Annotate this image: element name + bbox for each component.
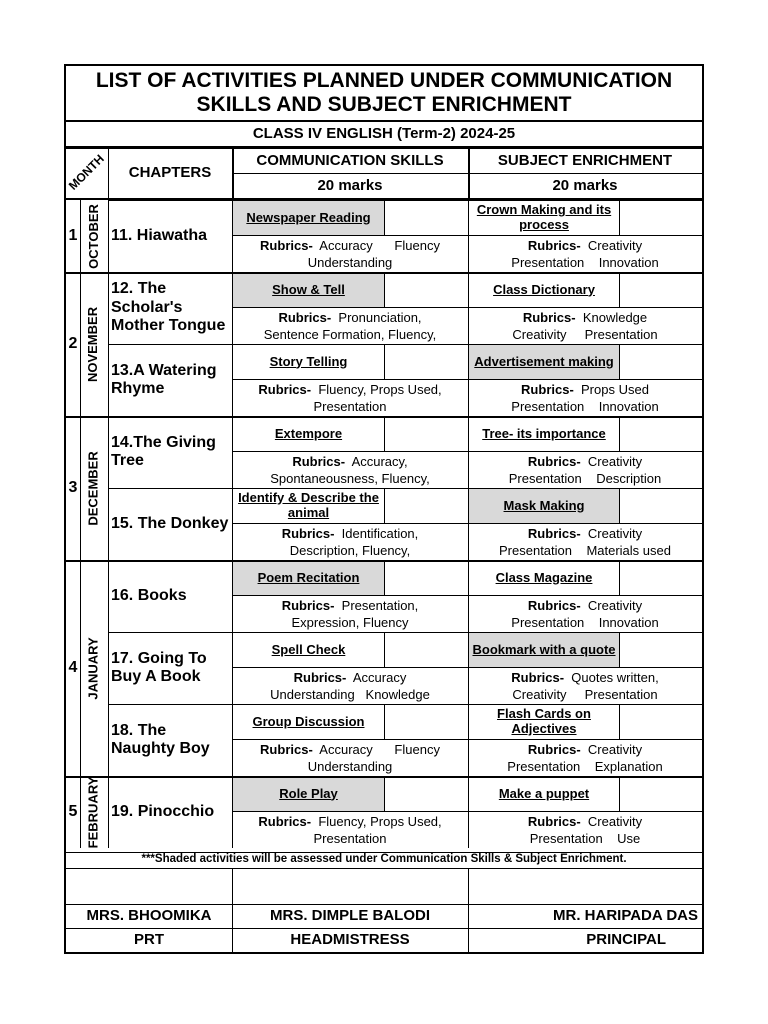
comm-rubrics-criteria: Pronunciation,: [338, 310, 422, 325]
rubrics-label: Rubrics-: [260, 742, 313, 757]
subj-activity: Class Dictionary: [493, 281, 595, 297]
subj-rubrics-criteria: Creativity: [587, 526, 643, 541]
comm-activity: Poem Recitation: [233, 561, 384, 595]
comm-rubrics-criteria: Accuracy Fluency: [319, 238, 440, 253]
rubrics-label: Rubrics-: [281, 526, 335, 541]
month-number: 5: [68, 802, 78, 820]
chapter-title: 18. The Naughty Boy: [111, 721, 210, 757]
chapter-title: 11. Hiawatha: [111, 226, 208, 244]
subj-activity: Tree- its importance: [482, 425, 606, 441]
month-name-cell: [80, 272, 108, 416]
comm-activity: Story Telling: [269, 353, 348, 369]
comm-rubrics-line-1: [260, 237, 440, 254]
subj-rubrics-criteria: Quotes written,: [571, 670, 659, 685]
subj-rubrics-line-2: Presentation Description: [508, 471, 662, 486]
subj-rubrics-criteria: Creativity: [587, 238, 643, 253]
subj-rubrics-criteria: Creativity: [587, 742, 643, 757]
month-number: 2: [68, 334, 78, 352]
subj-activity: Bookmark with a quote: [469, 633, 619, 667]
comm-activity: Identify & Describe the animal: [238, 490, 379, 520]
subj-rubrics-line-1: [511, 669, 658, 686]
comm-rubrics: [232, 740, 468, 776]
comm-rubrics: [232, 452, 468, 488]
page-title: [66, 66, 702, 122]
subj-rubrics: [468, 524, 702, 560]
comm-activity: Show & Tell: [233, 273, 384, 307]
month-name-cell: [80, 776, 108, 848]
subj-rubrics-line-2: Presentation Innovation: [511, 615, 659, 630]
rubrics-label: Rubrics-: [278, 310, 332, 325]
subj-rubrics-line-1: [523, 309, 647, 326]
subj-activity: Advertisement making: [469, 345, 619, 379]
chapters-header: CHAPTERS: [128, 164, 212, 182]
comm-activity: Spell Check: [271, 641, 346, 657]
subj-activity: Make a puppet: [498, 785, 590, 801]
signatory-3-role: PRINCIPAL: [586, 931, 666, 949]
chapter-title: 15. The Donkey: [111, 514, 229, 532]
comm-rubrics-line-2: Understanding Knowledge: [270, 687, 430, 702]
subj-rubrics-line-2: Presentation Materials used: [499, 543, 671, 558]
comm-rubrics: [232, 812, 468, 848]
chapter-title: 12. The Scholar's Mother Tongue: [111, 280, 226, 335]
rubrics-label: Rubrics-: [260, 238, 313, 253]
signatory-2-role: HEADMISTRESS: [290, 931, 410, 949]
rubrics-label: Rubrics-: [527, 238, 581, 253]
rubrics-label: Rubrics-: [521, 382, 574, 397]
comm-rubrics: [232, 308, 468, 344]
comm-rubrics: [232, 380, 468, 416]
subj-activity: Flash Cards on Adjectives: [497, 706, 591, 736]
subj-rubrics-line-2: Presentation Innovation: [511, 255, 659, 270]
rubrics-label: Rubrics-: [527, 454, 581, 469]
comm-marks: 20 marks: [317, 176, 383, 194]
subj-rubrics: [468, 452, 702, 488]
subj-activity: Mask Making: [469, 489, 619, 523]
title-line-2: SKILLS AND SUBJECT ENRICHMENT: [196, 93, 572, 116]
month-name: OCTOBER: [85, 203, 101, 269]
subj-enrichment-header: SUBJECT ENRICHMENT: [497, 151, 673, 169]
rubrics-label: Rubrics-: [281, 598, 335, 613]
subj-rubrics-line-1: [528, 741, 642, 758]
comm-rubrics-criteria: Accuracy: [352, 670, 407, 685]
subj-rubrics-line-1: [528, 597, 642, 614]
comm-rubrics-line-1: [294, 669, 407, 686]
comm-rubrics-line-2: Description, Fluency,: [289, 543, 411, 558]
month-name-cell: [80, 200, 108, 272]
month-header-cell: [66, 148, 108, 198]
subj-rubrics-criteria: Creativity: [587, 454, 643, 469]
comm-rubrics-line-2: Understanding: [307, 255, 393, 270]
chapter-title: 16. Books: [111, 586, 187, 604]
signatory-3-name: MR. HARIPADA DAS: [553, 907, 698, 925]
subj-rubrics: [468, 308, 702, 344]
comm-rubrics-criteria: Accuracy,: [351, 454, 408, 469]
month-number: 1: [68, 226, 78, 244]
chapter-title: 13.A Watering Rhyme: [111, 361, 217, 397]
signatory-2-name: MRS. DIMPLE BALODI: [270, 907, 430, 925]
chapter-title: 17. Going To Buy A Book: [111, 649, 207, 685]
subj-rubrics-criteria: Creativity: [587, 814, 643, 829]
subj-activity: Class Magazine: [495, 569, 593, 585]
subj-rubrics-line-2: Creativity Presentation: [512, 687, 658, 702]
comm-skills-header: COMMUNICATION SKILLS: [256, 151, 444, 169]
rubrics-label: Rubrics-: [258, 382, 312, 397]
month-name: DECEMBER: [85, 450, 101, 526]
subj-activity: Crown Making and its process: [476, 202, 612, 232]
comm-activity: Group Discussion: [252, 713, 365, 729]
rubrics-label: Rubrics-: [527, 814, 581, 829]
comm-rubrics-line-2: Sentence Formation, Fluency,: [263, 327, 437, 342]
subj-rubrics-criteria: Props Used: [581, 382, 649, 397]
comm-rubrics-line-2: Presentation: [313, 399, 387, 414]
subj-rubrics: [468, 740, 702, 776]
comm-rubrics-criteria: Fluency, Props Used,: [318, 814, 442, 829]
comm-rubrics-line-1: [292, 453, 407, 470]
month-number: 3: [68, 478, 78, 496]
comm-rubrics-line-2: Understanding: [307, 759, 393, 774]
subj-rubrics-line-1: [528, 525, 642, 542]
rubrics-label: Rubrics-: [522, 310, 576, 325]
month-name-cell: [80, 560, 108, 776]
month-name: NOVEMBER: [85, 306, 101, 382]
comm-rubrics-line-1: [258, 381, 441, 398]
comm-rubrics-line-1: [282, 597, 419, 614]
rubrics-label: Rubrics-: [527, 526, 581, 541]
month-header: MONTH: [65, 151, 107, 193]
subj-rubrics-line-2: Creativity Presentation: [512, 327, 658, 342]
subj-rubrics: [468, 380, 702, 416]
comm-rubrics-line-2: Spontaneousness, Fluency,: [270, 471, 430, 486]
rubrics-label: Rubrics-: [527, 742, 581, 757]
comm-rubrics-line-1: [282, 525, 419, 542]
comm-activity: Newspaper Reading: [233, 201, 384, 235]
comm-rubrics: [232, 524, 468, 560]
chapter-title: 14.The Giving Tree: [111, 433, 216, 469]
comm-rubrics-line-1: [260, 741, 440, 758]
comm-rubrics-line-1: [278, 309, 421, 326]
month-name: FEBRUARY: [85, 776, 101, 848]
month-name-cell: [80, 416, 108, 560]
subj-rubrics-line-1: [528, 237, 642, 254]
comm-rubrics: [232, 596, 468, 632]
subj-marks: 20 marks: [552, 176, 618, 194]
rubrics-label: Rubrics-: [527, 598, 581, 613]
comm-rubrics-criteria: Identification,: [341, 526, 419, 541]
comm-rubrics-line-1: [258, 813, 441, 830]
comm-rubrics-criteria: Fluency, Props Used,: [318, 382, 442, 397]
rubrics-label: Rubrics-: [258, 814, 312, 829]
subj-rubrics: [468, 668, 702, 704]
subj-rubrics: [468, 596, 702, 632]
activity-sheet: [64, 64, 704, 954]
subj-rubrics: [468, 236, 702, 272]
rubrics-label: Rubrics-: [292, 454, 346, 469]
comm-rubrics-line-2: Expression, Fluency: [291, 615, 409, 630]
subj-rubrics-criteria: Knowledge: [582, 310, 648, 325]
comm-rubrics-criteria: Accuracy Fluency: [319, 742, 440, 757]
comm-activity: Extempore: [274, 425, 343, 441]
subj-rubrics-line-2: Presentation Explanation: [507, 759, 663, 774]
subj-rubrics-line-1: [528, 453, 642, 470]
rubrics-label: Rubrics-: [293, 670, 347, 685]
comm-rubrics-criteria: Presentation,: [341, 598, 419, 613]
shading-note: ***Shaded activities will be assessed under Communication Skills & Subject Enrichment.: [141, 853, 627, 866]
rubrics-label: Rubrics-: [511, 670, 565, 685]
comm-rubrics: [232, 668, 468, 704]
subj-rubrics-line-2: Presentation Innovation: [511, 399, 659, 414]
month-number: 4: [68, 658, 78, 676]
subj-rubrics: [468, 812, 702, 848]
subj-rubrics-line-1: [528, 813, 642, 830]
month-name: JANUARY: [85, 636, 101, 700]
chapter-title: 19. Pinocchio: [111, 802, 215, 820]
subj-rubrics-criteria: Creativity: [587, 598, 643, 613]
comm-activity: Role Play: [233, 777, 384, 811]
comm-rubrics-line-2: Presentation: [313, 831, 387, 846]
signatory-1-name: MRS. BHOOMIKA: [86, 907, 212, 925]
subj-rubrics-line-2: Presentation Use: [529, 831, 641, 846]
class-subtitle: CLASS IV ENGLISH (Term-2) 2024-25: [66, 122, 702, 148]
comm-rubrics: [232, 236, 468, 272]
signatory-1-role: PRT: [134, 931, 164, 949]
title-line-1: LIST OF ACTIVITIES PLANNED UNDER COMMUNICATION: [95, 68, 673, 92]
subj-rubrics-line-1: [521, 381, 649, 398]
